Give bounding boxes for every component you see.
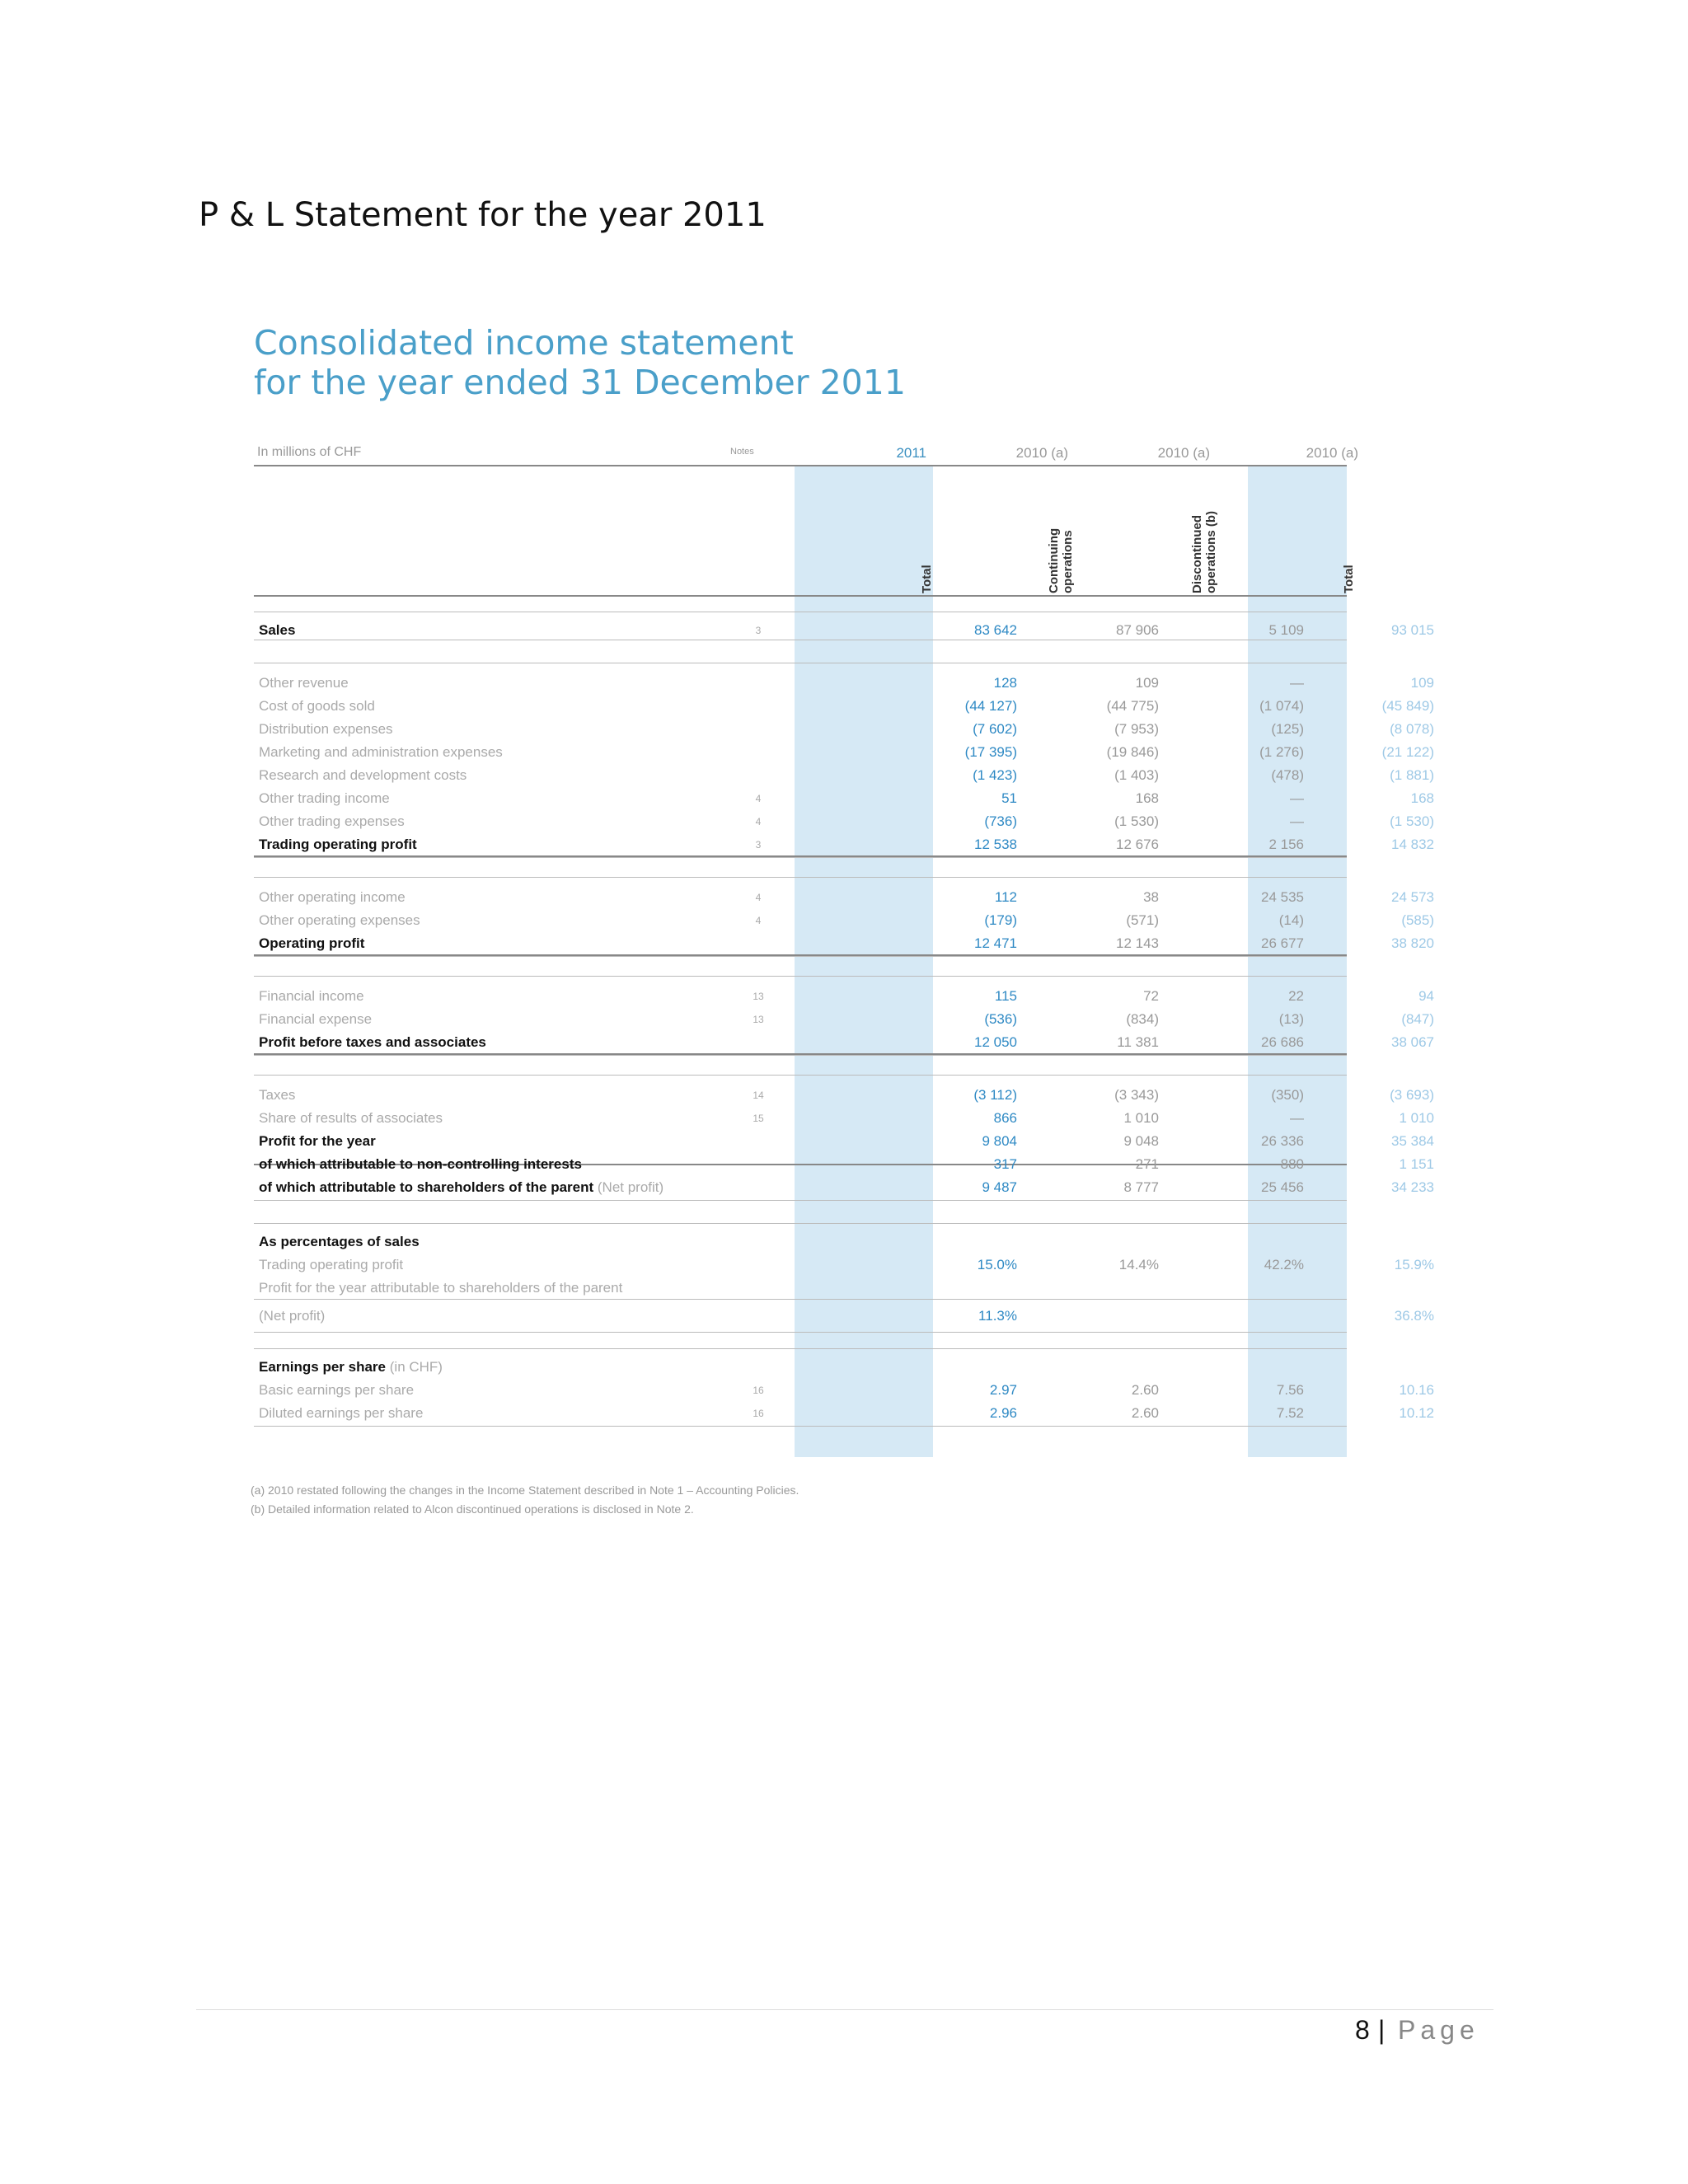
row-value: 7.56 xyxy=(1276,1382,1304,1398)
row-label: Other operating expenses xyxy=(259,912,420,928)
row-value: 38 xyxy=(1143,889,1159,905)
row-value: 7.52 xyxy=(1276,1405,1304,1421)
row-label: Financial expense xyxy=(259,1011,373,1027)
row-value: 112 xyxy=(994,889,1017,905)
row-value: 317 xyxy=(993,1156,1017,1172)
row-label: Trading operating profit xyxy=(259,837,417,852)
row-value: 26 686 xyxy=(1261,1034,1304,1050)
column-subheader-2010-total: Total xyxy=(1342,565,1356,593)
row-divider xyxy=(254,1426,1347,1427)
column-year-2010-discontinued: 2010 (a) xyxy=(1157,445,1210,461)
row-value: (19 846) xyxy=(1106,744,1159,760)
column-year-2010-total: 2010 (a) xyxy=(1306,445,1358,461)
row-label: Share of results of associates xyxy=(259,1110,443,1126)
row-value: 94 xyxy=(1418,988,1434,1004)
row-value: 93 015 xyxy=(1391,622,1434,638)
row-label: Other operating income xyxy=(259,889,406,905)
statement-title-line2: for the year ended 31 December 2011 xyxy=(254,363,906,402)
column-year-2010-continuing: 2010 (a) xyxy=(1015,445,1068,461)
subtotal-rule xyxy=(254,1053,1347,1055)
row-label: (Net profit) xyxy=(259,1308,326,1324)
row-label: Taxes xyxy=(259,1087,296,1103)
row-value: 9 804 xyxy=(982,1133,1017,1149)
footer-rule xyxy=(196,2009,1493,2010)
row-value: (1 276) xyxy=(1259,744,1304,760)
row-value: 880 xyxy=(1280,1156,1304,1172)
row-label: Other trading income xyxy=(259,790,390,806)
row-label: Operating profit xyxy=(259,935,365,951)
page-separator: | xyxy=(1378,2015,1386,2045)
row-note: 15 xyxy=(753,1113,764,1124)
row-value: (44 775) xyxy=(1106,698,1159,714)
row-value: 22 xyxy=(1288,988,1304,1004)
row-value: — xyxy=(1290,790,1304,806)
row-value: 1 010 xyxy=(1399,1110,1434,1126)
row-value: 12 050 xyxy=(974,1034,1017,1050)
row-value: (3 693) xyxy=(1390,1087,1434,1103)
row-note: 16 xyxy=(753,1385,764,1396)
footnote-b: (b) Detailed information related to Alcon discontinued operations is disclosed in Note 2. xyxy=(251,1502,694,1516)
row-value: 26 336 xyxy=(1261,1133,1304,1149)
row-value: (585) xyxy=(1401,912,1434,928)
row-value: (1 530) xyxy=(1114,813,1159,829)
column-subheader-discontinued: Discontinued operations (b) xyxy=(1190,511,1218,593)
row-value: 14 832 xyxy=(1391,837,1434,852)
row-value: 38 820 xyxy=(1391,935,1434,951)
row-value: (17 395) xyxy=(964,744,1017,760)
row-label: of which attributable to non-controlling interests xyxy=(259,1156,582,1172)
row-value: 5 109 xyxy=(1268,622,1304,638)
row-value: 12 143 xyxy=(1116,935,1159,951)
row-value: 2.97 xyxy=(989,1382,1017,1398)
row-label: of which attributable to shareholders of the parent (Net profit) xyxy=(259,1179,664,1195)
footnote-a: (a) 2010 restated following the changes in the Income Statement described in Note 1 – Accounting Policies. xyxy=(251,1483,799,1497)
row-value: 15.0% xyxy=(977,1257,1017,1272)
row-note: 14 xyxy=(753,1090,764,1101)
row-value: 12 676 xyxy=(1116,837,1159,852)
row-value: 11.3% xyxy=(978,1308,1017,1324)
row-value: (14) xyxy=(1278,912,1304,928)
column-year-2011: 2011 xyxy=(896,445,926,461)
row-label: Research and development costs xyxy=(259,767,467,783)
units-label: In millions of CHF xyxy=(257,445,362,459)
row-value: 2.96 xyxy=(989,1405,1017,1421)
row-label: Other revenue xyxy=(259,675,349,691)
row-value: (7 602) xyxy=(973,721,1017,737)
row-divider xyxy=(254,1223,1347,1224)
row-label: Marketing and administration expenses xyxy=(259,744,503,760)
row-value: (125) xyxy=(1271,721,1304,737)
row-value: — xyxy=(1290,675,1304,691)
row-divider xyxy=(254,1348,1347,1349)
highlight-column-2011 xyxy=(795,466,933,1457)
column-subheader-2011: Total xyxy=(920,565,934,593)
row-value: 128 xyxy=(993,675,1017,691)
row-label: Profit for the year attributable to shareholders of the parent xyxy=(259,1280,623,1296)
row-value: 168 xyxy=(1410,790,1434,806)
header-rule xyxy=(254,465,1347,466)
row-value: (1 530) xyxy=(1390,813,1434,829)
row-value: 35 384 xyxy=(1391,1133,1434,1149)
row-value: (179) xyxy=(984,912,1017,928)
row-divider xyxy=(254,1075,1347,1076)
row-value: 1 151 xyxy=(1399,1156,1434,1172)
row-label: As percentages of sales xyxy=(259,1234,420,1249)
row-note: 13 xyxy=(753,991,764,1002)
row-note: 4 xyxy=(755,816,762,827)
row-divider xyxy=(254,976,1347,977)
document-heading: P & L Statement for the year 2011 xyxy=(199,196,767,234)
row-label: Cost of goods sold xyxy=(259,698,375,714)
row-value: 168 xyxy=(1135,790,1159,806)
row-note: 13 xyxy=(753,1014,764,1025)
row-value: 38 067 xyxy=(1391,1034,1434,1050)
row-value: 34 233 xyxy=(1391,1179,1434,1195)
row-note: 4 xyxy=(755,892,762,903)
row-label: Diluted earnings per share xyxy=(259,1405,424,1421)
row-label: Other trading expenses xyxy=(259,813,405,829)
highlight-column-2010-total xyxy=(1248,466,1347,1457)
column-subheader-continuing: Continuing operations xyxy=(1047,527,1075,593)
row-note: 3 xyxy=(755,625,762,636)
row-value: (3 343) xyxy=(1114,1087,1159,1103)
row-value: 24 535 xyxy=(1261,889,1304,905)
row-value: 12 538 xyxy=(974,837,1017,852)
row-value: (44 127) xyxy=(964,698,1017,714)
row-value: 83 642 xyxy=(974,622,1017,638)
row-value: — xyxy=(1290,1110,1304,1126)
row-value: 9 487 xyxy=(982,1179,1017,1195)
row-value: (8 078) xyxy=(1390,721,1434,737)
row-value: (3 112) xyxy=(973,1087,1017,1103)
row-value: 11 381 xyxy=(1117,1034,1159,1050)
row-note: 4 xyxy=(755,793,762,804)
row-note: 16 xyxy=(753,1408,764,1419)
row-value: 109 xyxy=(1135,675,1159,691)
row-value: (21 122) xyxy=(1381,744,1434,760)
row-value: 2.60 xyxy=(1131,1405,1159,1421)
row-divider xyxy=(254,1332,1347,1333)
row-value: (13) xyxy=(1278,1011,1304,1027)
row-label: Profit before taxes and associates xyxy=(259,1034,486,1050)
row-value: 2.60 xyxy=(1131,1382,1159,1398)
row-value: 15.9% xyxy=(1394,1257,1434,1272)
row-value: (1 074) xyxy=(1259,698,1304,714)
row-value: 24 573 xyxy=(1391,889,1434,905)
row-value: 9 048 xyxy=(1123,1133,1159,1149)
row-value: (834) xyxy=(1126,1011,1159,1027)
page-label: Page xyxy=(1398,2015,1479,2045)
row-value: 866 xyxy=(993,1110,1017,1126)
row-value: 2 156 xyxy=(1268,837,1304,852)
row-value: 25 456 xyxy=(1261,1179,1304,1195)
row-value: 10.12 xyxy=(1399,1405,1434,1421)
row-divider xyxy=(254,956,1347,957)
statement-title xyxy=(254,323,906,402)
row-value: 87 906 xyxy=(1116,622,1159,638)
notes-header: Notes xyxy=(730,447,754,457)
row-value: 8 777 xyxy=(1123,1179,1159,1195)
row-value: 271 xyxy=(1135,1156,1159,1172)
row-label-suffix: (in CHF) xyxy=(389,1359,443,1375)
row-value: — xyxy=(1290,813,1304,829)
row-value: 12 471 xyxy=(974,935,1017,951)
row-value: 36.8% xyxy=(1394,1308,1434,1324)
row-value: 26 677 xyxy=(1261,935,1304,951)
row-value: 10.16 xyxy=(1399,1382,1434,1398)
subtotal-rule xyxy=(254,855,1347,857)
subtotal-rule xyxy=(254,954,1347,956)
row-value: (736) xyxy=(984,813,1017,829)
row-label: Basic earnings per share xyxy=(259,1382,415,1398)
row-value: (350) xyxy=(1271,1087,1304,1103)
subheader-rule xyxy=(254,595,1347,597)
row-value: 1 010 xyxy=(1123,1110,1159,1126)
row-value: (1 403) xyxy=(1114,767,1159,783)
row-label-suffix: (Net profit) xyxy=(597,1179,664,1195)
row-value: (478) xyxy=(1271,767,1304,783)
row-value: 42.2% xyxy=(1264,1257,1304,1272)
row-label: Earnings per share (in CHF) xyxy=(259,1359,443,1375)
row-label: Sales xyxy=(259,622,296,638)
page-number: 8 xyxy=(1355,2015,1370,2045)
row-divider xyxy=(254,1200,1347,1201)
row-value: 14.4% xyxy=(1118,1257,1159,1272)
row-label: Trading operating profit xyxy=(259,1257,404,1272)
row-value: 115 xyxy=(994,988,1017,1004)
row-divider xyxy=(254,1299,1347,1300)
row-label: Profit for the year xyxy=(259,1133,376,1149)
row-note: 4 xyxy=(755,915,762,926)
row-note: 3 xyxy=(755,839,762,851)
row-value: (1 881) xyxy=(1390,767,1434,783)
row-value: (571) xyxy=(1126,912,1159,928)
row-value: (536) xyxy=(984,1011,1017,1027)
row-value: 51 xyxy=(1001,790,1017,806)
row-value: (847) xyxy=(1401,1011,1434,1027)
row-label: Distribution expenses xyxy=(259,721,393,737)
row-value: 72 xyxy=(1143,988,1159,1004)
statement-title-line1: Consolidated income statement xyxy=(254,323,794,363)
row-divider xyxy=(254,1055,1347,1056)
row-value: (1 423) xyxy=(973,767,1017,783)
row-divider xyxy=(254,857,1347,858)
row-divider xyxy=(254,877,1347,878)
row-value: (45 849) xyxy=(1381,698,1434,714)
row-value: (7 953) xyxy=(1114,721,1159,737)
row-label: Financial income xyxy=(259,988,364,1004)
row-value: 109 xyxy=(1410,675,1434,691)
